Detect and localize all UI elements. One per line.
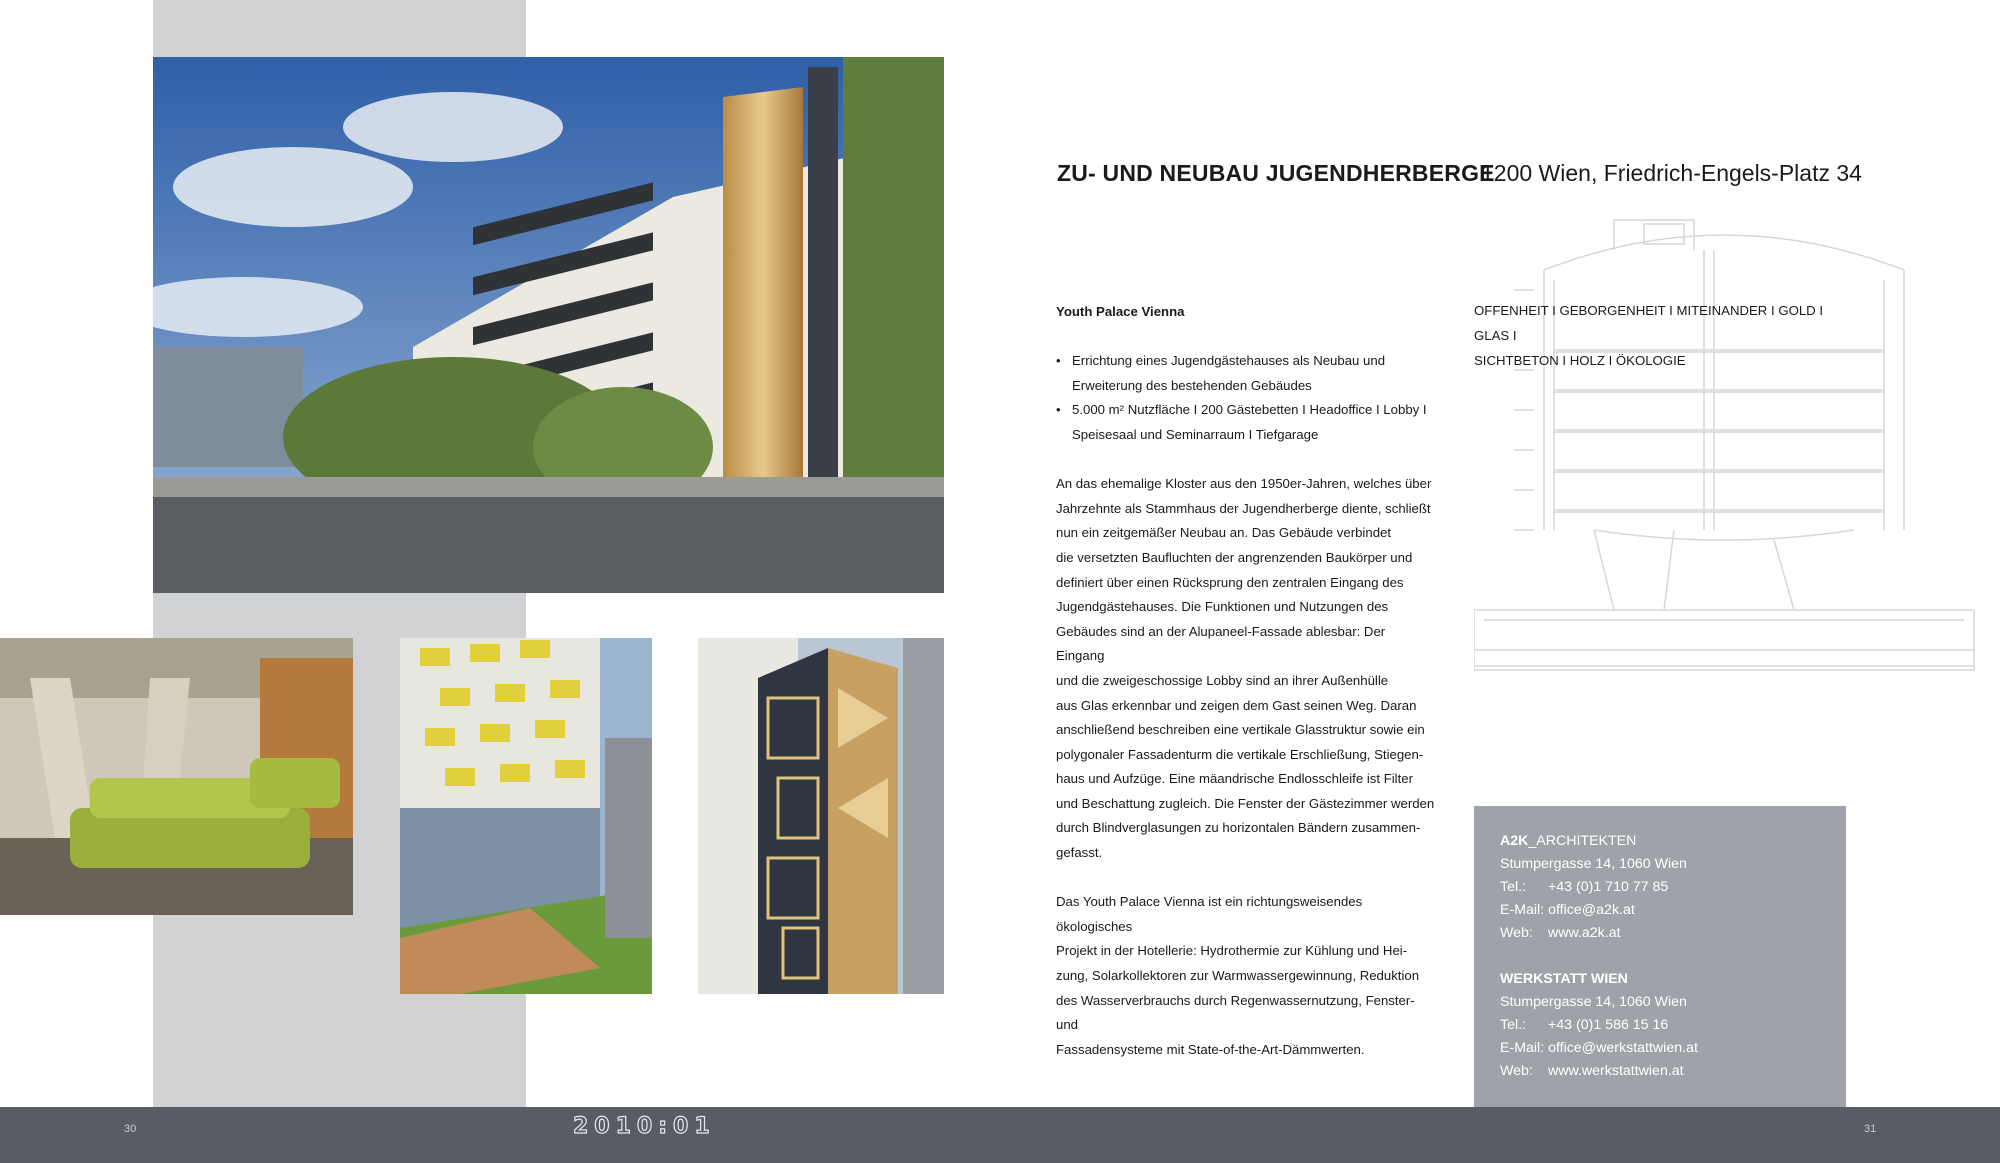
firm2-email-link[interactable]: office@werkstattwien.at (1548, 1040, 1698, 1056)
tel-label: Tel.: (1500, 879, 1527, 895)
paragraph-line: aus Glas erkennbar und zeigen dem Gast seinen Weg. Daran (1056, 697, 1417, 713)
firm1-email (1500, 899, 1830, 922)
firm2-web-link[interactable]: www.werkstattwien.at (1548, 1063, 1684, 1079)
keywords-line: OFFENHEIT I GEBORGENHEIT I MITEINANDER I GOLD I GLAS I (1474, 303, 1824, 343)
project-subtitle: Youth Palace Vienna (1056, 304, 1185, 319)
paragraph-line: die versetzten Baufluchten der angrenzenden Baukörper und (1056, 549, 1413, 565)
paragraph-line: und die zweigeschossige Lobby sind an ihrer Außenhülle (1056, 672, 1389, 688)
firm1-email-link[interactable]: office@a2k.at (1548, 902, 1635, 918)
project-bullets (1056, 349, 1436, 447)
bullet-line: Errichtung eines Jugendgästehauses als Neubau und (1072, 353, 1386, 369)
paragraph-line: und Beschattung zugleich. Die Fenster der Gästezimmer werden (1056, 795, 1435, 811)
firm2-tel-value: +43 (0)1 586 15 16 (1548, 1017, 1669, 1033)
paragraph-line: nun ein zeitgemäßer Neubau an. Das Gebäude verbindet (1056, 525, 1392, 541)
paragraph-line: des Wasserverbrauchs durch Regenwassernutzung, Fenster- und (1056, 992, 1415, 1033)
keywords (1474, 298, 1854, 373)
bullet-line: Speisesaal und Seminarraum I Tiefgarage (1072, 426, 1319, 442)
paragraph-line: polygonaler Fassadenturm die vertikale Erschließung, Stiegen- (1056, 746, 1424, 762)
email-label: E-Mail: (1500, 1040, 1545, 1056)
page-number-left: 30 (124, 1123, 137, 1135)
firm1-tel-value: +43 (0)1 710 77 85 (1548, 879, 1669, 895)
firm2-street: Stumpergasse 14, 1060 Wien (1500, 994, 1687, 1010)
footer-bar (0, 1107, 2000, 1163)
firm1-name-rest: _ARCHITEKTEN (1528, 833, 1637, 849)
paragraph-line: definiert über einen Rücksprung den zentralen Eingang des (1056, 574, 1404, 590)
firm1-web (1500, 922, 1830, 945)
project-title: ZU- UND NEUBAU JUGENDHERBERGE (1057, 160, 1495, 186)
paragraph-line: haus und Aufzüge. Eine mäandrische Endlosschleife ist Filter (1056, 771, 1413, 787)
web-label: Web: (1500, 1063, 1533, 1079)
paragraph-line: gefasst. (1056, 845, 1103, 861)
lobby-photo (0, 638, 353, 915)
project-description (1056, 300, 1436, 1087)
project-address: 1200 Wien, Friedrich-Engels-Platz 34 (1481, 160, 1862, 186)
tel-label: Tel.: (1500, 1017, 1527, 1033)
paragraph-line: Fassadensysteme mit State-of-the-Art-Dämmwerten. (1056, 1041, 1365, 1057)
bullet-line: Erweiterung des bestehenden Gebäudes (1072, 377, 1312, 393)
paragraph-line: Gebäudes sind an der Alupaneel-Fassade ablesbar: Der Eingang (1056, 623, 1386, 664)
paragraph-line: Jugendgästehauses. Die Funktionen und Nutzungen des (1056, 599, 1389, 615)
bullet-item (1056, 349, 1436, 398)
section-drawing (1474, 210, 1976, 680)
paragraph-line: Projekt in der Hotellerie: Hydrothermie zur Kühlung und Hei- (1056, 943, 1408, 959)
paragraph-2 (1056, 890, 1436, 1062)
email-label: E-Mail: (1500, 902, 1545, 918)
paragraph-line: durch Blindverglasungen zu horizontalen Bändern zusammen- (1056, 820, 1421, 836)
tower-photo (698, 638, 944, 994)
firm2-web (1500, 1060, 1830, 1083)
paragraph-line: zung, Solarkollektoren zur Warmwassergewinnung, Reduktion (1056, 968, 1420, 984)
paragraph-line: anschließend beschreiben eine vertikale Glasstruktur sowie ein (1056, 722, 1425, 738)
courtyard-photo (400, 638, 652, 994)
firm2-tel (1500, 1014, 1830, 1037)
firm2-email (1500, 1037, 1830, 1060)
paragraph-line: Das Youth Palace Vienna ist ein richtungsweisendes ökologisches (1056, 894, 1363, 934)
firm1-name-bold: A2K (1500, 833, 1529, 849)
firm2-name: WERKSTATT WIEN (1500, 971, 1628, 987)
firm1-web-link[interactable]: www.a2k.at (1548, 925, 1621, 941)
firm1-name (1500, 830, 1830, 853)
issue-number: 2010:01 (573, 1114, 716, 1139)
keywords-line: SICHTBETON I HOLZ I ÖKOLOGIE (1474, 353, 1686, 368)
page-number-right: 31 (1864, 1123, 1877, 1135)
web-label: Web: (1500, 925, 1533, 941)
paragraph-1 (1056, 472, 1436, 866)
firm1-street: Stumpergasse 14, 1060 Wien (1500, 856, 1687, 872)
firm1-tel (1500, 876, 1830, 899)
paragraph-line: Jahrzehnte als Stammhaus der Jugendherberge diente, schließt (1056, 500, 1431, 516)
bullet-line: 5.000 m² Nutzfläche I 200 Gästebetten I Headoffice I Lobby I (1072, 402, 1427, 418)
bullet-item (1056, 398, 1436, 447)
hero-photo (153, 57, 944, 593)
paragraph-line: An das ehemalige Kloster aus den 1950er-Jahren, welches über (1056, 476, 1432, 492)
